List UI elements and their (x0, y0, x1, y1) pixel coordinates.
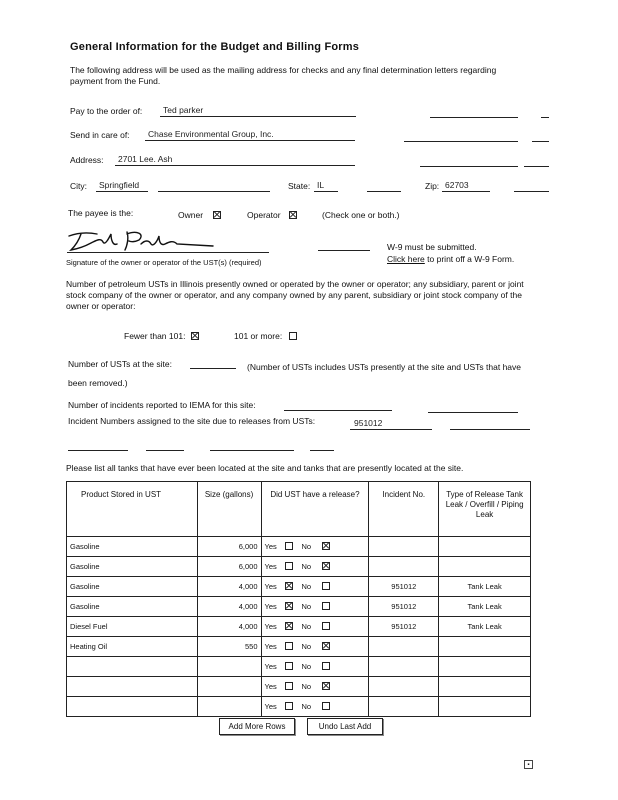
yes-checkbox[interactable] (285, 582, 293, 590)
owner-option (178, 210, 221, 220)
address-label: Address: (70, 155, 104, 165)
table-row (67, 637, 531, 657)
fewer-than-label: Fewer than 101: (124, 331, 186, 341)
release-cell (261, 637, 369, 657)
product-cell[interactable]: Gasoline (67, 557, 198, 577)
owner-label: Owner (178, 210, 204, 220)
incident-numbers-label: Incident Numbers assigned to the site due to releases from USTs: (68, 416, 316, 426)
size-cell[interactable]: 4,000 (197, 597, 261, 617)
usts-at-site-note: (Number of USTs includes USTs presently at the site and USTs that have been removed.) (68, 362, 522, 388)
yes-label: Yes (264, 682, 277, 691)
release-cell (261, 677, 369, 697)
no-checkbox[interactable] (322, 602, 330, 610)
w9-note: W-9 must be submitted. (387, 242, 477, 252)
operator-checkbox[interactable] (289, 211, 297, 219)
no-checkbox[interactable] (322, 542, 330, 550)
release-cell (261, 617, 369, 637)
yes-checkbox[interactable] (285, 622, 293, 630)
no-checkbox[interactable] (322, 662, 330, 670)
no-checkbox[interactable] (322, 562, 330, 570)
no-checkbox[interactable] (322, 702, 330, 710)
incident-cell[interactable]: 951012 (369, 617, 439, 637)
yes-label: Yes (264, 582, 277, 591)
no-label: No (301, 702, 312, 711)
usts-at-site-label: Number of USTs at the site: (68, 359, 172, 369)
payee-hint: (Check one or both.) (322, 210, 400, 220)
intro-text: The following address will be used as the mailing address for checks and any final determination letters regarding payment from the Fund. (70, 65, 497, 86)
more-than-checkbox[interactable] (289, 332, 297, 340)
incident-cell[interactable] (369, 697, 439, 717)
product-cell[interactable] (67, 697, 198, 717)
product-cell[interactable]: Gasoline (67, 537, 198, 557)
incident-cell[interactable] (369, 637, 439, 657)
release-cell (261, 597, 369, 617)
type-cell[interactable] (439, 677, 531, 697)
type-cell[interactable] (439, 637, 531, 657)
owner-checkbox[interactable] (213, 211, 221, 219)
header-product: Product Stored in UST (67, 482, 198, 537)
release-cell (261, 537, 369, 557)
more-than-label: 101 or more: (234, 331, 283, 341)
w9-link-row (387, 254, 514, 264)
type-cell[interactable] (439, 537, 531, 557)
operator-label: Operator (247, 210, 281, 220)
tanks-table (66, 481, 531, 717)
page-corner-icon: ▪ (524, 760, 533, 769)
no-label: No (301, 682, 312, 691)
add-more-rows-button[interactable]: Add More Rows (219, 718, 295, 735)
table-row (67, 677, 531, 697)
table-row (67, 617, 531, 637)
no-label: No (301, 622, 312, 631)
size-cell[interactable]: 4,000 (197, 577, 261, 597)
no-checkbox[interactable] (322, 682, 330, 690)
city-label: City: (70, 181, 87, 191)
incident-cell[interactable] (369, 557, 439, 577)
table-row (67, 537, 531, 557)
yes-checkbox[interactable] (285, 562, 293, 570)
w9-link[interactable]: Click here (387, 254, 425, 264)
send-care-label: Send in care of: (70, 130, 130, 140)
w9-link-rest: to print off a W-9 Form. (427, 254, 515, 264)
page-title: General Information for the Budget and Billing Forms (70, 41, 360, 53)
size-cell[interactable] (197, 657, 261, 677)
zip-field[interactable]: 62703 (445, 180, 469, 190)
incident-cell[interactable]: 951012 (369, 597, 439, 617)
incident-number-field[interactable]: 951012 (354, 418, 383, 428)
yes-checkbox[interactable] (285, 702, 293, 710)
signature-caption: Signature of the owner or operator of the UST(s) (required) (66, 258, 262, 267)
table-row (67, 597, 531, 617)
no-label: No (301, 662, 312, 671)
header-incident: Incident No. (369, 482, 439, 537)
type-cell[interactable]: Tank Leak (439, 597, 531, 617)
incident-cell[interactable]: 951012 (369, 577, 439, 597)
signature-image (67, 228, 217, 254)
product-cell[interactable]: Heating Oil (67, 637, 198, 657)
release-cell (261, 697, 369, 717)
table-row (67, 577, 531, 597)
yes-label: Yes (264, 542, 277, 551)
no-checkbox[interactable] (322, 642, 330, 650)
yes-label: Yes (264, 662, 277, 671)
operator-option (247, 210, 297, 220)
size-cell[interactable]: 6,000 (197, 537, 261, 557)
yes-checkbox[interactable] (285, 682, 293, 690)
yes-label: Yes (264, 562, 277, 571)
release-cell (261, 577, 369, 597)
type-cell[interactable] (439, 557, 531, 577)
table-row (67, 557, 531, 577)
no-checkbox[interactable] (322, 582, 330, 590)
fewer-than-checkbox[interactable] (191, 332, 199, 340)
size-cell[interactable] (197, 697, 261, 717)
yes-label: Yes (264, 642, 277, 651)
undo-last-add-button[interactable]: Undo Last Add (307, 718, 383, 735)
payee-label: The payee is the: (68, 208, 134, 218)
incident-cell[interactable] (369, 537, 439, 557)
pay-to-field[interactable]: Ted parker (163, 105, 204, 115)
type-cell[interactable] (439, 697, 531, 717)
product-cell[interactable]: Gasoline (67, 597, 198, 617)
yes-label: Yes (264, 622, 277, 631)
header-type: Type of Release Tank Leak / Overfill / Piping Leak (439, 482, 531, 537)
yes-label: Yes (264, 702, 277, 711)
yes-label: Yes (264, 602, 277, 611)
incident-cell[interactable] (369, 677, 439, 697)
product-cell[interactable]: Gasoline (67, 577, 198, 597)
fewer-than-option (124, 331, 199, 341)
header-size: Size (gallons) (197, 482, 261, 537)
more-than-option (234, 331, 297, 341)
release-cell (261, 657, 369, 677)
size-cell[interactable]: 6,000 (197, 557, 261, 577)
no-label: No (301, 542, 312, 551)
send-care-field[interactable]: Chase Environmental Group, Inc. (148, 129, 274, 139)
no-label: No (301, 562, 312, 571)
yes-checkbox[interactable] (285, 642, 293, 650)
yes-checkbox[interactable] (285, 662, 293, 670)
petroleum-text: Number of petroleum USTs in Illinois presently owned or operated by the owner or operator; any subsidiary, parent or joint stock company of the owner or operator, and any company owned by any parent, subsidiary or joint stock company of the owner or operator: (66, 279, 524, 311)
incident-cell[interactable] (369, 657, 439, 677)
incidents-reported-label: Number of incidents reported to IEMA for this site: (68, 400, 256, 410)
address-field[interactable]: 2701 Lee. Ash (118, 154, 173, 164)
type-cell[interactable]: Tank Leak (439, 617, 531, 637)
no-label: No (301, 602, 312, 611)
no-label: No (301, 642, 312, 651)
table-header-row (67, 482, 531, 537)
release-cell (261, 557, 369, 577)
tank-rows (67, 537, 531, 717)
no-label: No (301, 582, 312, 591)
size-cell[interactable]: 550 (197, 637, 261, 657)
table-row (67, 697, 531, 717)
city-field[interactable]: Springfield (99, 180, 140, 190)
size-cell[interactable]: 4,000 (197, 617, 261, 637)
type-cell[interactable]: Tank Leak (439, 577, 531, 597)
table-row (67, 657, 531, 677)
type-cell[interactable] (439, 657, 531, 677)
product-cell[interactable] (67, 657, 198, 677)
state-label: State: (288, 181, 311, 191)
product-cell[interactable] (67, 677, 198, 697)
yes-checkbox[interactable] (285, 602, 293, 610)
state-field[interactable]: IL (317, 180, 325, 190)
pay-to-label: Pay to the order of: (70, 106, 143, 116)
yes-checkbox[interactable] (285, 542, 293, 550)
product-cell[interactable]: Diesel Fuel (67, 617, 198, 637)
zip-label: Zip: (425, 181, 440, 191)
no-checkbox[interactable] (322, 622, 330, 630)
tanks-instruction: Please list all tanks that have ever been located at the site and tanks that are presently located at the site. (66, 463, 464, 473)
size-cell[interactable] (197, 677, 261, 697)
header-release: Did UST have a release? (261, 482, 369, 537)
